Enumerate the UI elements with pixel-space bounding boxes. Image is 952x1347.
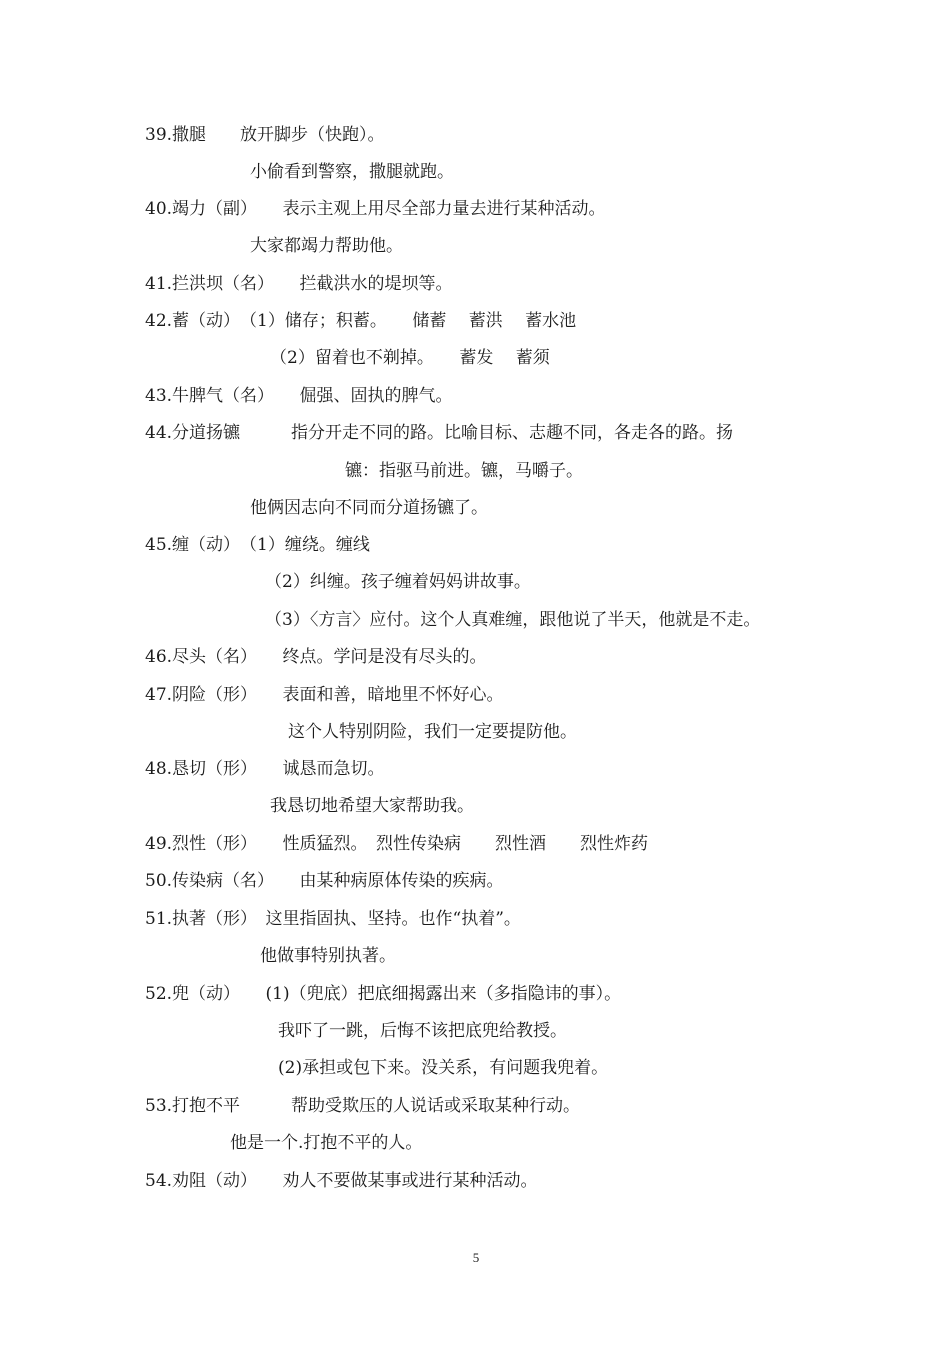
page-number: 5 bbox=[472, 1250, 480, 1265]
entry-45-sense-2: （2）纠缠。孩子缠着妈妈讲故事。 bbox=[265, 572, 531, 592]
entry-53-line: 53.打抱不平 帮助受欺压的人说话或采取某种行动。 bbox=[145, 1096, 581, 1116]
entry-51-line: 51.执著（形） 这里指固执、坚持。也作“执着”。 bbox=[145, 909, 521, 929]
entry-39-example: 小偷看到警察，撒腿就跑。 bbox=[250, 162, 454, 182]
entry-52-line: 52.兜（动） (1)（兜底）把底细揭露出来（多指隐讳的事）。 bbox=[145, 984, 622, 1004]
entry-46-line: 46.尽头（名） 终点。学问是没有尽头的。 bbox=[145, 647, 487, 667]
entry-47-line: 47.阴险（形） 表面和善，暗地里不怀好心。 bbox=[145, 685, 504, 705]
entry-39-line: 39.撒腿 放开脚步（快跑）。 bbox=[145, 125, 385, 145]
entry-50-line: 50.传染病（名） 由某种病原体传染的疾病。 bbox=[145, 871, 504, 891]
entry-42-line: 42.蓄（动） （1）储存；积蓄。 储蓄 蓄洪 蓄水池 bbox=[145, 311, 577, 331]
entry-40-example: 大家都竭力帮助他。 bbox=[250, 236, 403, 256]
entry-44-example: 他俩因志向不同而分道扬镳了。 bbox=[250, 498, 488, 518]
entry-41-line: 41.拦洪坝（名） 拦截洪水的堤坝等。 bbox=[145, 274, 453, 294]
entry-54-line: 54.劝阻（动） 劝人不要做某事或进行某种活动。 bbox=[145, 1171, 538, 1191]
entry-45-line: 45.缠（动） （1）缠绕。缠线 bbox=[145, 535, 370, 555]
entry-52-example: 我吓了一跳，后悔不该把底兜给教授。 bbox=[278, 1021, 567, 1041]
entry-42-sense-2: （2）留着也不剃掉。 蓄发 蓄须 bbox=[270, 348, 550, 368]
entry-52-sense-2: (2)承担或包下来。没关系，有问题我兜着。 bbox=[278, 1058, 609, 1078]
entry-43-line: 43.牛脾气（名） 倔强、固执的脾气。 bbox=[145, 386, 453, 406]
entry-45-sense-3: （3）〈方言〉应付。这个人真难缠，跟他说了半天，他就是不走。 bbox=[265, 610, 761, 630]
entry-53-example: 他是一个.打抱不平的人。 bbox=[230, 1133, 423, 1153]
entry-44-continuation: 镳：指驱马前进。镳，马嚼子。 bbox=[345, 461, 583, 481]
entry-51-example: 他做事特别执著。 bbox=[260, 946, 396, 966]
entry-40-line: 40.竭力（副） 表示主观上用尽全部力量去进行某种活动。 bbox=[145, 199, 606, 219]
entry-47-example: 这个人特别阴险，我们一定要提防他。 bbox=[288, 722, 577, 742]
entry-48-line: 48.恳切（形） 诚恳而急切。 bbox=[145, 759, 385, 779]
entry-44-line: 44.分道扬镳 指分开走不同的路。比喻目标、志趣不同，各走各的路。扬 bbox=[145, 423, 734, 443]
entry-49-line: 49.烈性（形） 性质猛烈。 烈性传染病 烈性酒 烈性炸药 bbox=[145, 834, 649, 854]
entry-48-example: 我恳切地希望大家帮助我。 bbox=[270, 796, 474, 816]
